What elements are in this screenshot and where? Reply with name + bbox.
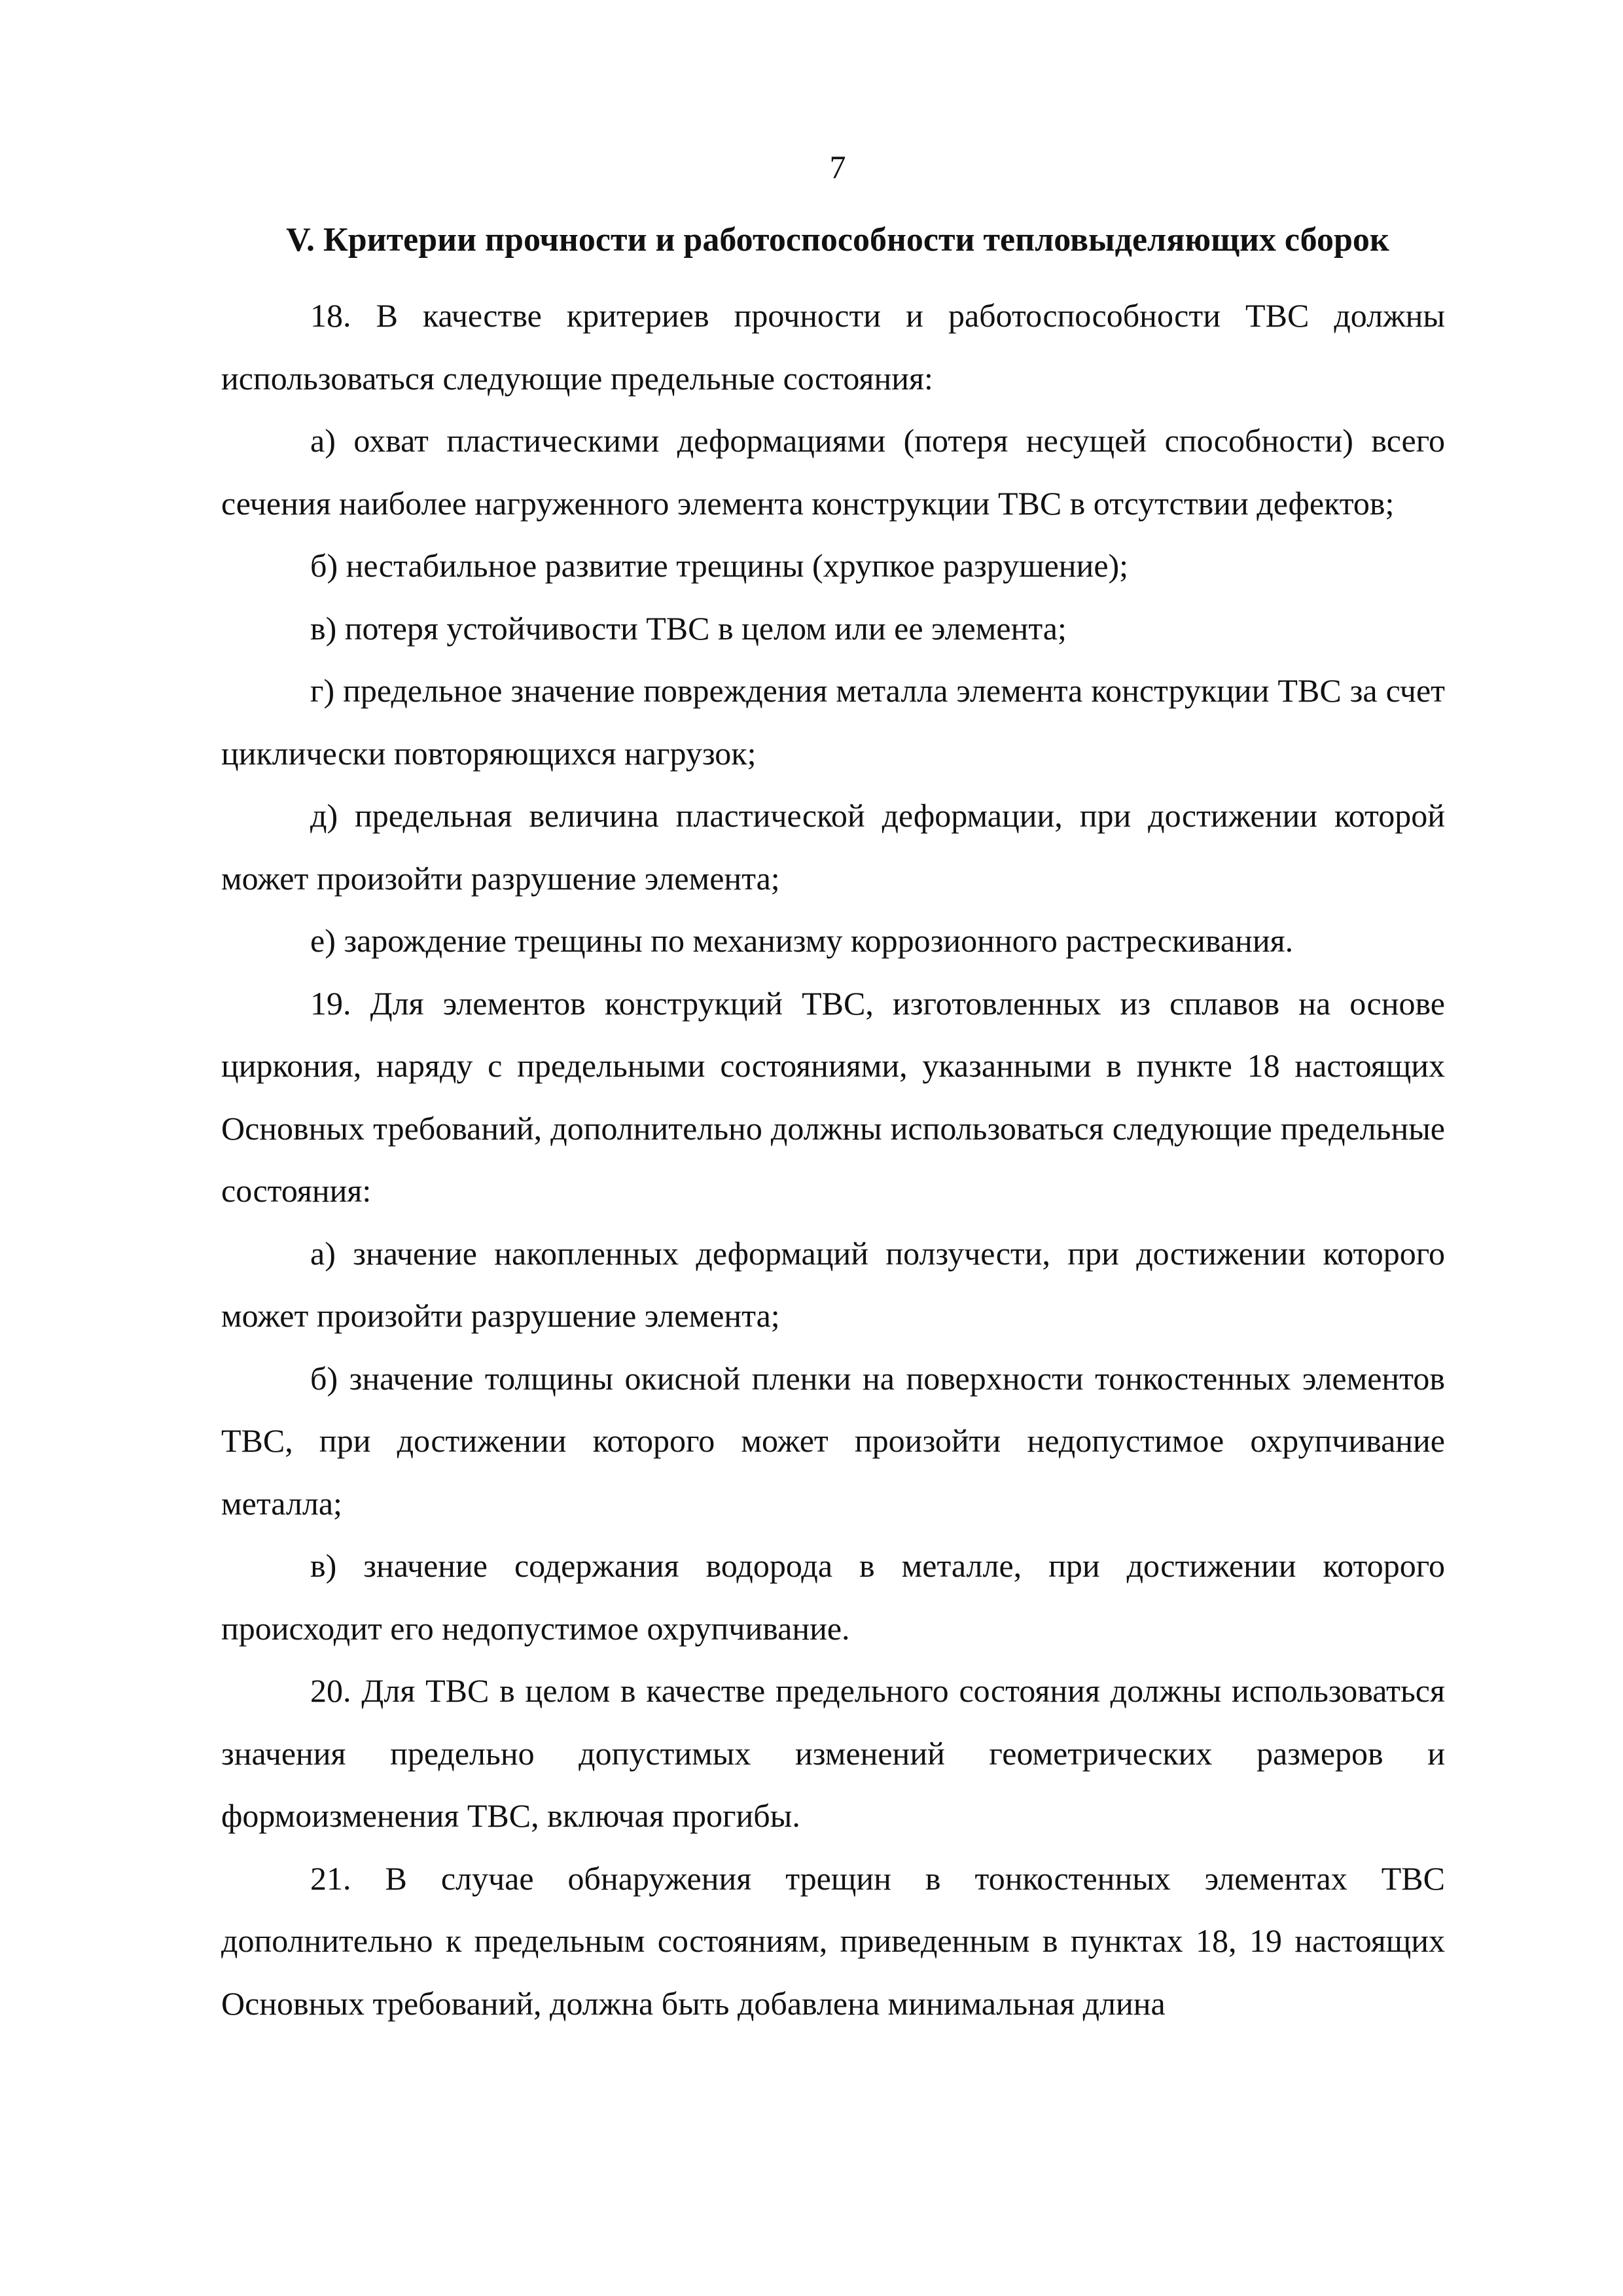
paragraph-19-a: а) значение накопленных деформаций ползучести, при достижении которого может произойти разрушение элемента; (221, 1234, 1445, 1334)
paragraph-18: 18. В качестве критериев прочности и работоспособности ТВС должны использоваться следующие предельные состояния: (221, 297, 1445, 397)
paragraph-19-v: в) значение содержания водорода в металле, при достижении которого происходит его недопустимое охрупчивание. (221, 1547, 1445, 1647)
paragraph-19: 19. Для элементов конструкций ТВС, изготовленных из сплавов на основе циркония, наряду с предельными состояниями, указанными в пункте 18 настоящих Основных требований, дополнительно должны использоваться следующие предельные состояния: (221, 984, 1445, 1209)
paragraph-19-b: б) значение толщины окисной пленки на поверхности тонкостенных элементов ТВС, при достижении которого может произойти недопустимое охрупчивание металла; (221, 1359, 1445, 1522)
section-heading: V. Критерии прочности и работоспособности тепловыделяющих сборок (286, 221, 1389, 259)
paragraph-18-g: г) предельное значение повреждения металла элемента конструкции ТВС за счет циклически повторяющихся нагрузок; (221, 672, 1445, 772)
document-body (221, 285, 1445, 2035)
paragraph-18-e: е) зарождение трещины по механизму коррозионного растрескивания. (310, 922, 1294, 959)
page-number: 7 (829, 149, 846, 185)
paragraph-20: 20. Для ТВС в целом в качестве предельного состояния должны использоваться значения предельно допустимых изменений геометрических размеров и формоизменения ТВС, включая прогибы. (221, 1672, 1445, 1834)
paragraph-18-d: д) предельная величина пластической деформации, при достижении которой может произойти разрушение элемента; (221, 797, 1445, 897)
paragraph-21: 21. В случае обнаружения трещин в тонкостенных элементах ТВС дополнительно к предельным состояниям, приведенным в пунктах 18, 19 настоящих Основных требований, должна быть добавлена минимальная длина (221, 1859, 1445, 2022)
paragraph-18-v: в) потеря устойчивости ТВС в целом или ее элемента; (310, 609, 1067, 647)
paragraph-18-b: б) нестабильное развитие трещины (хрупкое разрушение); (310, 547, 1129, 584)
paragraph-18-a: а) охват пластическими деформациями (потеря несущей способности) всего сечения наиболее нагруженного элемента конструкции ТВС в отсутствии дефектов; (221, 422, 1445, 522)
